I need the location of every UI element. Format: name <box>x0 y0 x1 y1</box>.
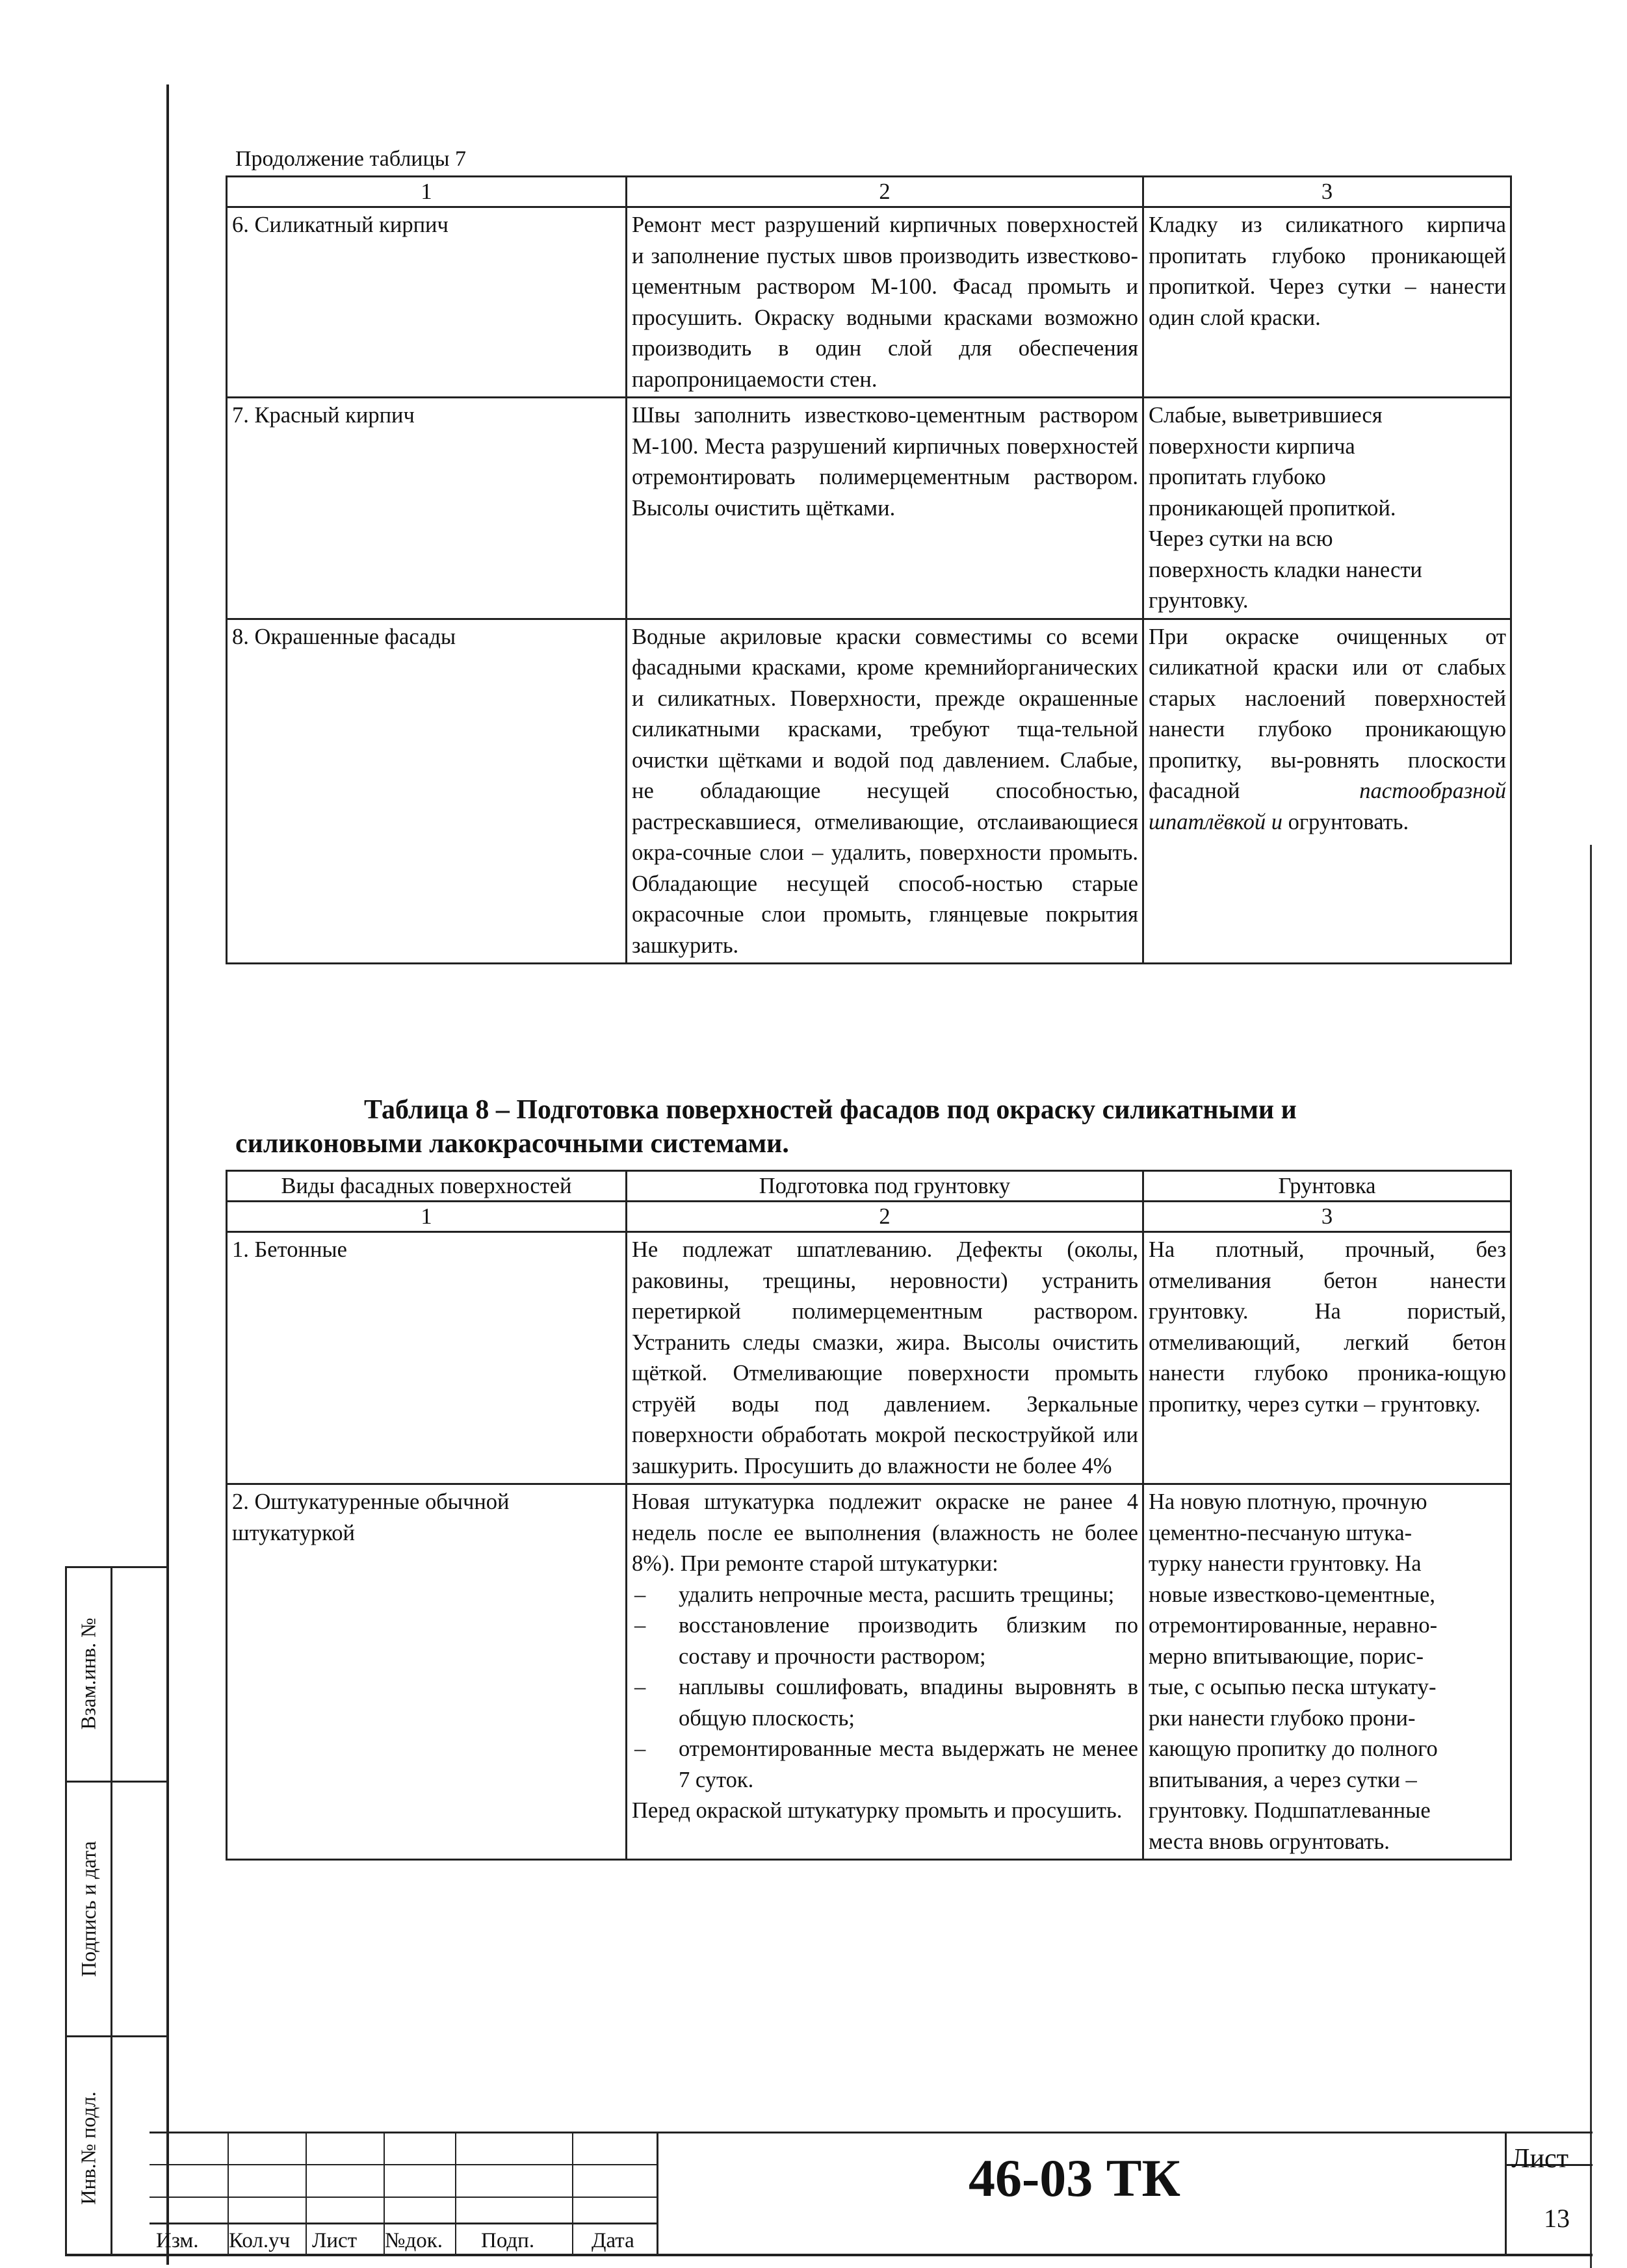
primer-line: Через сутки на всю <box>1149 526 1333 551</box>
preparation-cell: Водные акриловые краски совместимы со всеми фасадными красками, кроме кремнийорганических и силикатных. Поверхности, прежде окрашенные силикатными красками, требуют тща-тельной очистки щётками и водой под давлением. Слабые, не обладающие несущей способностью, растрескавшиеся, отмеливающие, отслаивающиеся окра-сочные слои – удалить, поверхности промыть. Обладающие несущей способ-ностью старые окрасочные слои промыть, глянцевые покрытия зашкурить. <box>627 619 1143 964</box>
primer-line: отремонтированные, неравно- <box>1149 1613 1438 1638</box>
side-label-original-inventory: Инв.№ подл. <box>76 2091 100 2205</box>
table7-number-row <box>227 177 1511 207</box>
title-block-line <box>150 2223 657 2224</box>
table8-header: Подготовка под грунтовку <box>627 1171 1143 1202</box>
list-item: – восстановление производить близким по составу и прочности раствором; <box>632 1610 1138 1672</box>
table8-title <box>235 1093 1509 1161</box>
title-block-line <box>150 2164 657 2165</box>
primer-line: кающую пропитку до полного <box>1149 1736 1438 1761</box>
primer-line: грунтовку. Подшпатлеванные <box>1149 1798 1431 1823</box>
title-block-line <box>572 2132 573 2255</box>
table8-col-number: 1 <box>227 1202 627 1232</box>
table7 <box>226 175 1512 964</box>
list-item: – отремонтированные места выдержать не менее 7 суток. <box>632 1734 1138 1796</box>
surface-line: штукатуркой <box>232 1520 355 1545</box>
title-block-line <box>657 2132 658 2255</box>
primer-cell <box>1143 398 1511 619</box>
primer-line: тые, с осыпью песка штукату- <box>1149 1675 1437 1699</box>
title-block-line <box>455 2132 456 2255</box>
primer-cell <box>1143 619 1511 964</box>
primer-cell: На плотный, прочный, без отмеливания бетон нанести грунтовку. На пористый, отмеливающий, легкий бетон нанести глубоко проника-ющую пропитку, через сутки – грунтовку. <box>1143 1232 1511 1484</box>
table-row <box>227 398 1511 619</box>
title-block-col-label: Дата <box>592 2229 634 2252</box>
title-block-border <box>150 2132 1593 2133</box>
table8-title-line2: силиконовыми лакокрасочными системами. <box>235 1129 789 1159</box>
surface-line: 2. Оштукатуренные обычной <box>232 1489 510 1514</box>
page-frame-right <box>1590 845 1592 2268</box>
side-stamp-border <box>65 1566 67 2255</box>
primer-cell <box>1143 1484 1511 1860</box>
table7-col-number: 3 <box>1143 177 1511 207</box>
primer-line: турку нанести грунтовку. На <box>1149 1551 1422 1576</box>
surface-cell <box>227 1484 627 1860</box>
list-item: – наплывы сошлифовать, впадины выровнять в общую плоскость; <box>632 1672 1138 1734</box>
surface-cell: 7. Красный кирпич <box>227 398 627 619</box>
primer-line: Слабые, выветрившиеся <box>1149 403 1383 428</box>
table8-title-line1: Таблица 8 – Подготовка поверхностей фасадов под окраску силикатными и <box>364 1095 1297 1125</box>
table8-header-row <box>227 1171 1511 1202</box>
sheet-label: Лист <box>1511 2144 1568 2174</box>
side-stamp-divider <box>65 2035 169 2037</box>
table-row <box>227 1484 1511 1860</box>
preparation-cell: Ремонт мест разрушений кирпичных поверхностей и заполнение пустых швов производить известково-цементным раствором М-100. Фасад промыть и просушить. Окраску водными красками возможно производить в один слой для обеспечения паропроницаемости стен. <box>627 207 1143 398</box>
title-block-col-label: Подп. <box>481 2229 535 2252</box>
title-block-line <box>306 2132 307 2255</box>
primer-end-text: огрунтовать. <box>1288 809 1409 834</box>
title-block-line <box>150 2197 657 2198</box>
primer-line: цементно-песчаную штука- <box>1149 1520 1412 1545</box>
title-block-col-label: Изм. <box>156 2229 199 2252</box>
primer-italic-text: пастообразной шпатлёвкой и <box>1149 779 1506 834</box>
surface-cell: 8. Окрашенные фасады <box>227 619 627 964</box>
table8-col-number: 3 <box>1143 1202 1511 1232</box>
primer-line: грунтовку. <box>1149 588 1249 613</box>
surface-cell: 6. Силикатный кирпич <box>227 207 627 398</box>
surface-cell: 1. Бетонные <box>227 1232 627 1484</box>
primer-cell: Кладку из силикатного кирпича пропитать глубоко проникающей пропиткой. Через сутки – нанести один слой краски. <box>1143 207 1511 398</box>
title-block-col-label: Кол.уч <box>229 2229 291 2252</box>
primer-line: проникающей пропиткой. <box>1149 495 1396 521</box>
preparation-cell: Швы заполнить известково-цементным раствором М-100. Места разрушений кирпичных поверхностей отремонтировать полимерцементным раствором. Высолы очистить щётками. <box>627 398 1143 619</box>
title-block-col-label: №док. <box>385 2229 443 2252</box>
title-block-line <box>1505 2132 1507 2255</box>
primer-line: поверхности кирпича <box>1149 433 1355 459</box>
primer-line: рки нанести глубоко прони- <box>1149 1705 1416 1731</box>
preparation-intro: Новая штукатурка подлежит окраске не ранее 4 недель после ее выполнения (влажность не более 8%). При ремонте старой штукатурки: <box>632 1489 1138 1576</box>
side-label-replacement-inventory: Взам.инв. № <box>76 1617 100 1730</box>
primer-line: На новую плотную, прочную <box>1149 1489 1427 1514</box>
preparation-list <box>632 1580 1138 1796</box>
primer-line: новые известково-цементные, <box>1149 1582 1435 1607</box>
side-stamp-border <box>111 1566 112 2255</box>
title-block-col-label: Лист <box>312 2229 358 2252</box>
preparation-outro: Перед окраской штукатурку промыть и просушить. <box>632 1798 1123 1823</box>
table7-col-number: 1 <box>227 177 627 207</box>
title-block <box>150 2132 1593 2255</box>
table8-col-number: 2 <box>627 1202 1143 1232</box>
sheet-number: 13 <box>1544 2204 1570 2233</box>
side-stamp-divider <box>65 1566 169 1568</box>
table8-header: Грунтовка <box>1143 1171 1511 1202</box>
preparation-cell <box>627 1484 1143 1860</box>
side-stamp-divider <box>65 1781 169 1783</box>
side-label-signature-date: Подпись и дата <box>76 1841 100 1977</box>
table7-col-number: 2 <box>627 177 1143 207</box>
table8-number-row <box>227 1202 1511 1232</box>
primer-line: впитывания, а через сутки – <box>1149 1767 1417 1792</box>
table8-header: Виды фасадных поверхностей <box>227 1171 627 1202</box>
preparation-cell: Не подлежат шпатлеванию. Дефекты (околы, раковины, трещины, неровности) устранить перетиркой полимерцементным раствором. Устранить следы смазки, жира. Высолы очистить щёткой. Отмеливающие поверхности промыть струёй воды под давлением. Зеркальные поверхности обработать мокрой пескоструйкой или зашкурить. Просушить до влажности не более 4% <box>627 1232 1143 1484</box>
table-row <box>227 1232 1511 1484</box>
primer-line: места вновь огрунтовать. <box>1149 1829 1390 1854</box>
primer-line: пропитать глубоко <box>1149 465 1326 489</box>
primer-line: мерно впитывающие, порис- <box>1149 1643 1424 1669</box>
table-row <box>227 207 1511 398</box>
primer-text: При окраске очищенных от силикатной краски или от слабых старых наслоений поверхностей нанести глубоко проникающую пропитку, вы-ровнять плоскости фасадной <box>1149 624 1506 803</box>
table7-continuation-title: Продолжение таблицы 7 <box>235 147 467 171</box>
document-code: 46-03 ТК <box>969 2148 1180 2208</box>
primer-line: поверхность кладки нанести <box>1149 557 1422 582</box>
list-item: – удалить непрочные места, расшить трещины; <box>632 1580 1138 1611</box>
table-row <box>227 619 1511 964</box>
table8 <box>226 1170 1512 1861</box>
